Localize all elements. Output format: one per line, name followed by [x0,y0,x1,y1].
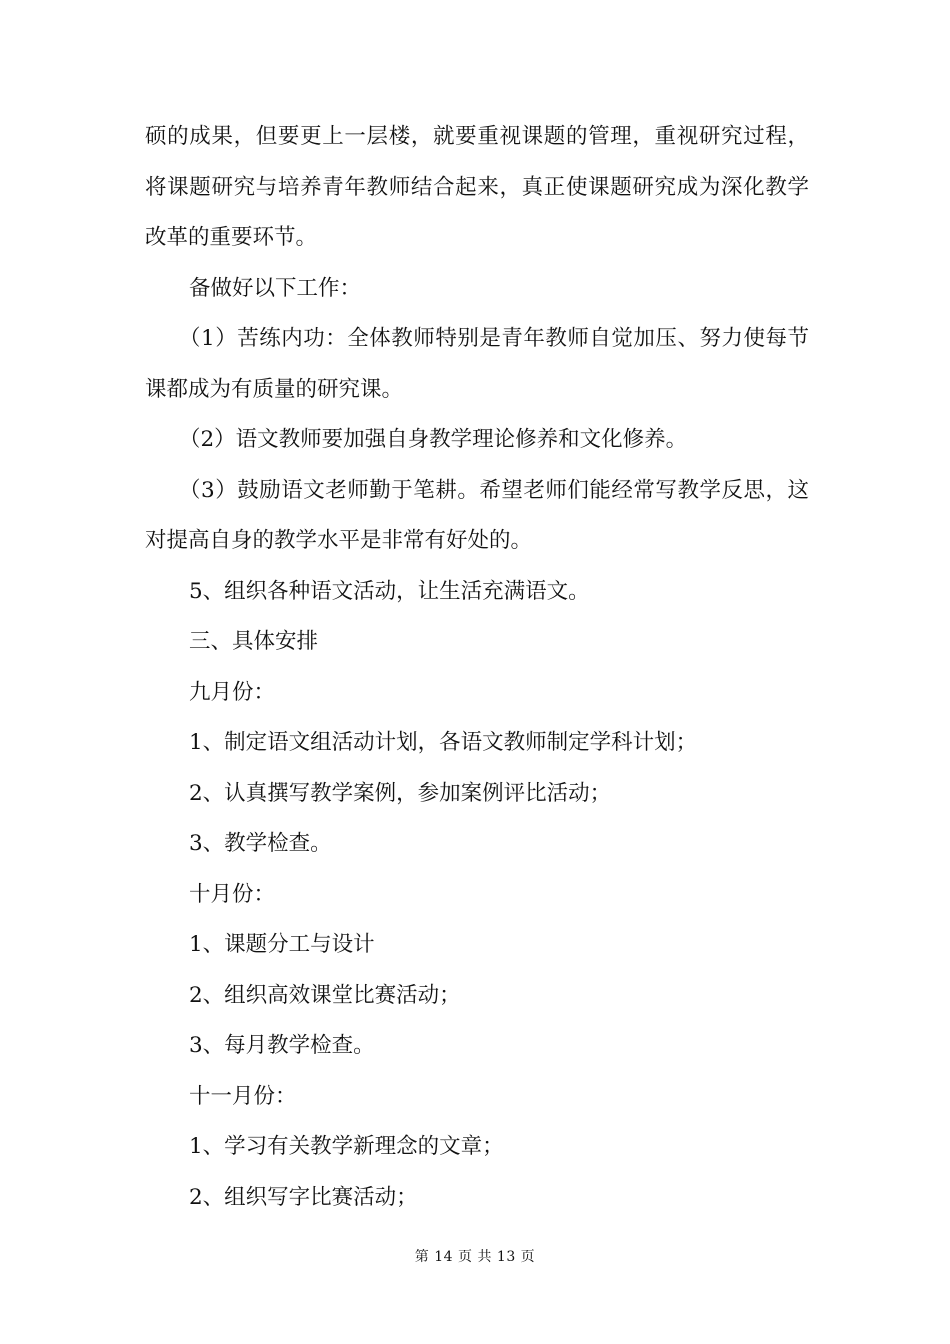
paragraph: 2、认真撰写教学案例，参加案例评比活动； [189,780,612,806]
paragraph: 1、制定语文组活动计划，各语文教师制定学科计划； [189,730,698,755]
paragraph: 5、组织各种语文活动，让生活充满语文。 [189,578,590,604]
paragraph: 1、课题分工与设计 [189,932,375,957]
paragraph: （2）语文教师要加强自身教学理论修养和文化修养。 [179,427,688,452]
paragraph: 三、具体安排 [189,629,319,654]
paragraph: 1、学习有关教学新理念的文章； [189,1134,504,1159]
page-number-label: 第 14 页 共 13 页 [414,1249,536,1265]
paragraph: （3）鼓励语文老师勤于笔耕。希望老师们能经常写教学反思，这对提高自身的教学水平是非常有好处的。 [145,477,809,553]
paragraph: 2、组织写字比赛活动； [189,1184,418,1210]
paragraph: 硕的成果，但要更上一层楼，就要重视课题的管理，重视研究过程，将课题研究与培养青年教师结合起来，真正使课题研究成为深化教学改革的重要环节。 [145,124,809,250]
paragraph: 3、每月教学检查。 [189,1033,375,1058]
document-body [145,112,809,1223]
paragraph: 3、教学检查。 [189,831,332,856]
paragraph: （1）苦练内功：全体教师特别是青年教师自觉加压、努力使每节课都成为有质量的研究课。 [145,326,809,402]
paragraph: 九月份： [189,679,276,705]
paragraph: 十一月份： [189,1083,297,1109]
paragraph: 十月份： [189,881,276,907]
page-footer [0,1247,950,1267]
paragraph: 2、组织高效课堂比赛活动； [189,982,461,1008]
paragraph: 备做好以下工作： [189,275,362,301]
